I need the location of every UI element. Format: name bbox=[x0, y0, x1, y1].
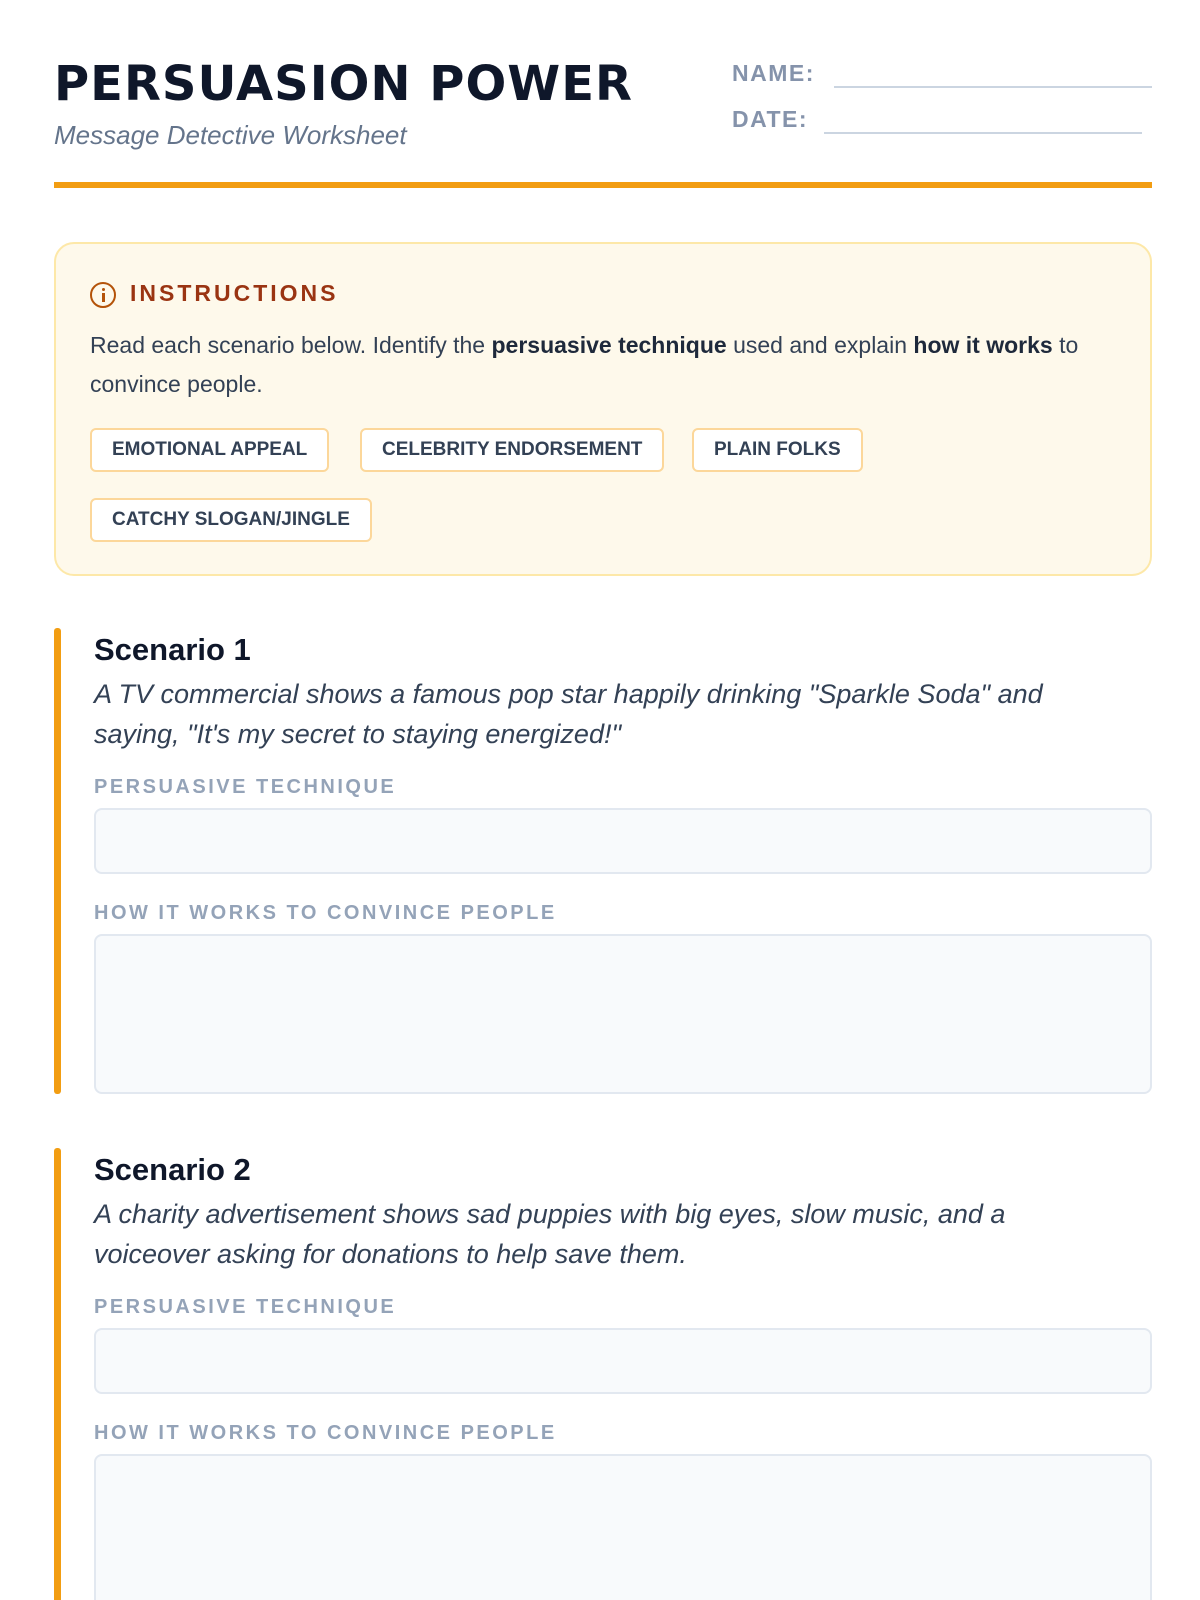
technique-label: PERSUASIVE TECHNIQUE bbox=[94, 776, 397, 798]
scenario-description: A TV commercial shows a famous pop star happily drinking "Sparkle Soda" and saying, "It's my secret to staying energized!" bbox=[94, 679, 1043, 749]
instructions-text-part: used and explain bbox=[726, 332, 914, 358]
explanation-answer-box[interactable] bbox=[94, 1454, 1152, 1600]
header-divider bbox=[54, 182, 1152, 188]
instructions-bold-technique: persuasive technique bbox=[491, 332, 727, 358]
scenario-description: A charity advertisement shows sad puppies with big eyes, slow music, and a voiceover asking for donations to help save them. bbox=[94, 1199, 1006, 1269]
instructions-text-part: Read each scenario below. Identify the bbox=[90, 332, 492, 358]
page-title: PERSUASION POWER bbox=[54, 56, 633, 112]
technique-answer-box[interactable] bbox=[94, 808, 1152, 874]
instructions-bold-how: how it works bbox=[913, 332, 1053, 358]
technique-label: PERSUASIVE TECHNIQUE bbox=[94, 1296, 397, 1318]
explanation-label: HOW IT WORKS TO CONVINCE PEOPLE bbox=[94, 902, 557, 924]
explanation-label: HOW IT WORKS TO CONVINCE PEOPLE bbox=[94, 1422, 557, 1444]
date-label: DATE: bbox=[732, 106, 809, 132]
page-subtitle: Message Detective Worksheet bbox=[54, 120, 407, 150]
technique-chip-plain-folks: PLAIN FOLKS bbox=[692, 428, 863, 472]
instructions-text-part: to convince people. bbox=[90, 332, 1079, 397]
instructions-text bbox=[90, 326, 1100, 404]
name-field[interactable] bbox=[732, 54, 1152, 94]
name-label: NAME: bbox=[732, 60, 815, 86]
technique-answer-box[interactable] bbox=[94, 1328, 1152, 1394]
info-icon bbox=[90, 282, 116, 308]
technique-chip-catchy-slogan: CATCHY SLOGAN/JINGLE bbox=[90, 498, 372, 542]
name-line[interactable] bbox=[834, 86, 1152, 88]
scenario-title: Scenario 1 bbox=[94, 632, 251, 667]
date-field[interactable] bbox=[732, 100, 1152, 140]
scenario-card bbox=[54, 628, 1152, 1094]
scenario-accent-bar bbox=[54, 628, 61, 1094]
technique-chip-emotional-appeal: EMOTIONAL APPEAL bbox=[90, 428, 329, 472]
date-line[interactable] bbox=[824, 132, 1142, 134]
explanation-answer-box[interactable] bbox=[94, 934, 1152, 1094]
scenario-accent-bar bbox=[54, 1148, 61, 1600]
technique-chip-celebrity-endorsement: CELEBRITY ENDORSEMENT bbox=[360, 428, 664, 472]
scenario-title: Scenario 2 bbox=[94, 1152, 251, 1187]
instructions-panel bbox=[54, 242, 1152, 576]
scenario-card bbox=[54, 1148, 1152, 1600]
worksheet-page bbox=[54, 0, 1152, 1600]
instructions-title: INSTRUCTIONS bbox=[130, 280, 339, 306]
worksheet-header bbox=[54, 50, 1152, 186]
